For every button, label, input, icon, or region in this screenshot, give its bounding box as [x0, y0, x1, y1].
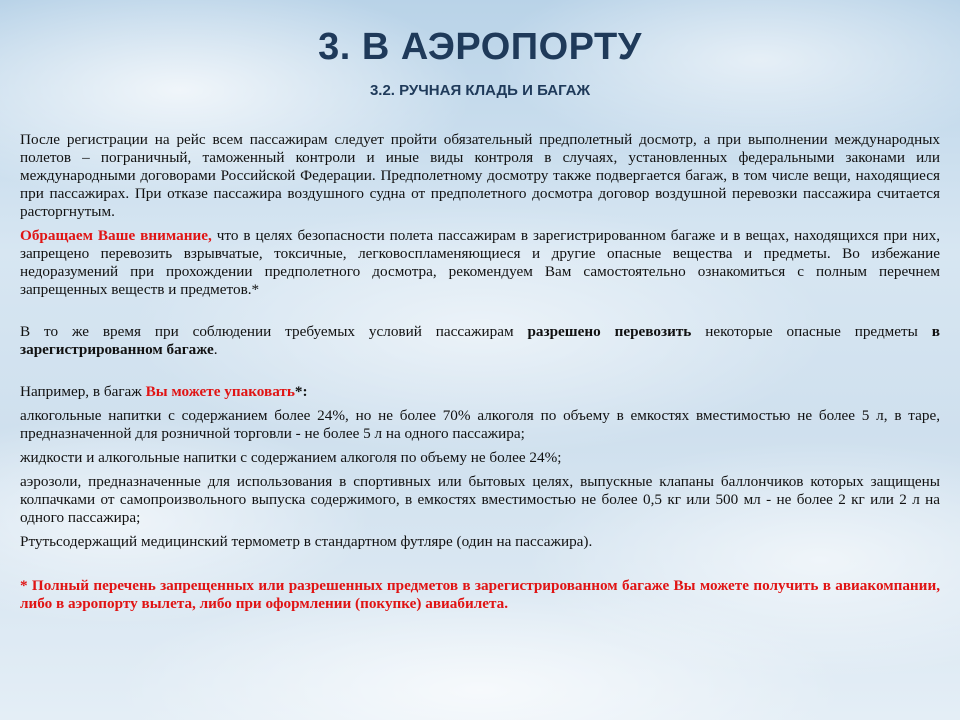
list-item-liquids: жидкости и алкогольные напитки с содержанием алкоголя по объему не более 24%;	[20, 449, 562, 466]
slide-title: 3. В АЭРОПОРТУ	[318, 26, 642, 68]
paragraph-example	[20, 383, 940, 401]
example-highlight: Вы можете упаковать	[145, 383, 295, 400]
allowed-emphasis-2: в зарегистрированном багаже	[20, 323, 940, 358]
example-marker: *:	[294, 383, 308, 400]
attention-highlight: Обращаем Ваше внимание,	[20, 227, 212, 244]
example-text: Например, в багаж	[20, 383, 146, 400]
slide-subtitle: 3.2. РУЧНАЯ КЛАДЬ И БАГАЖ	[369, 82, 591, 99]
slide-body	[20, 131, 940, 613]
list-item-aerosols: аэрозоли, предназначенные для использования в спортивных или бытовых целях, выпускные клапаны баллончиков которых защищены колпачками от самопроизвольного выпуска содержимого, в емкостях вместимостью не более 0,5 кг или 500 мл - не более 2 кг или 2 л на одного пассажира;	[20, 473, 940, 526]
allowed-text-1: В то же время при соблюдении требуемых условий пассажирам	[20, 323, 528, 340]
list-item-thermometer: Ртутьсодержащий медицинский термометр в стандартном футляре (один на пассажира).	[20, 533, 593, 550]
attention-text: что в целях безопасности полета пассажирам в зарегистрированном багаже и в вещах, находящихся при них, запрещено перевозить взрывчатые, токсичные, легковоспламеняющиеся и другие опасные вещества и предметы. Во избежание недоразумений при прохождении предполетного досмотра, рекомендуем Вам самостоятельно ознакомиться с полным перечнем запрещенных веществ и предметов.*	[20, 227, 940, 298]
allowed-emphasis-1: разрешено перевозить	[527, 323, 692, 340]
paragraph-allowed	[20, 323, 940, 359]
footnote: * Полный перечень запрещенных или разрешенных предметов в зарегистрированном багаже Вы можете получить в авиакомпании, либо в аэропорту вылета, либо при оформлении (покупке) авиабилета.	[20, 577, 940, 612]
allowed-text-3: .	[213, 341, 218, 358]
paragraph-screening: После регистрации на рейс всем пассажирам следует пройти обязательный предполетный досмотр, а при выполнении международных полетов – пограничный, таможенный контроли и иные виды контроля в случаях, установленных федеральными законами или международными договорами Российской Федерации. Предполетному досмотру также подвергается багаж, в том числе вещи, находящиеся при пассажирах. При отказе пассажира воздушного судна от предполетного досмотра договор воздушной перевозки пассажира считается расторгнутым.	[20, 131, 940, 220]
paragraph-attention	[20, 227, 940, 299]
list-item-alcohol: алкогольные напитки с содержанием более 24%, но не более 70% алкоголя по объему в емкостях вместимостью не более 5 л, в таре, предназначенной для розничной торговли - не более 5 л на одного пассажира;	[20, 407, 940, 442]
allowed-text-2: некоторые опасные предметы	[691, 323, 932, 340]
